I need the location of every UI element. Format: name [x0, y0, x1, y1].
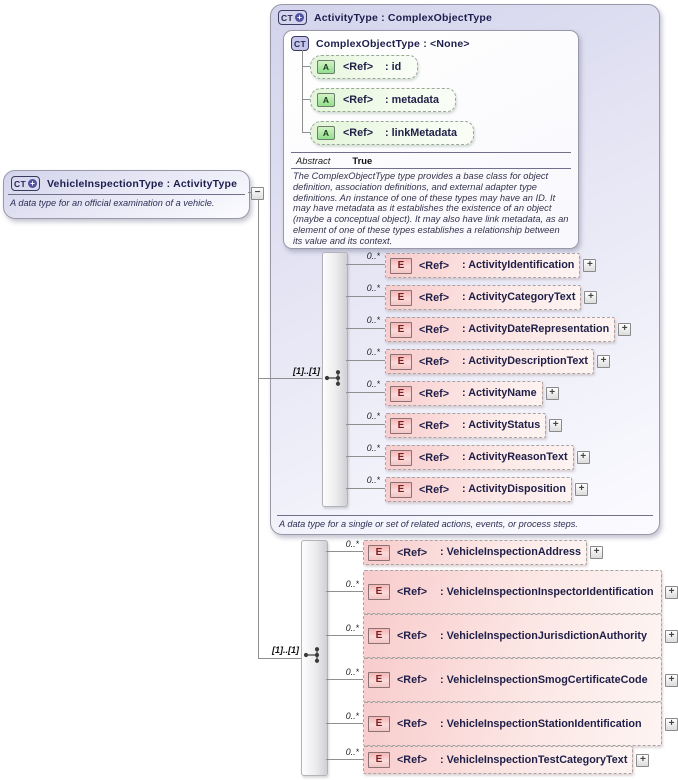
attribute-link-metadata[interactable]	[310, 121, 474, 145]
element-activity-description-text[interactable]	[385, 349, 594, 374]
element-name: : VehicleInspectionSmogCertificateCode	[440, 673, 648, 686]
element-name: : ActivityDateRepresentation	[462, 323, 610, 335]
expand-button[interactable]: +	[665, 630, 678, 643]
element-vehicle-inspection-inspector-identification[interactable]	[363, 570, 662, 614]
element-row	[363, 746, 649, 774]
ct-label: CT	[294, 38, 306, 49]
element-activity-reason-text[interactable]	[385, 445, 574, 470]
cardinality-label: 0..*	[366, 283, 380, 293]
element-ref: <Ref>	[419, 323, 450, 336]
cardinality-label: 0..*	[345, 623, 359, 633]
element-ref: <Ref>	[419, 259, 450, 272]
element-icon: E	[368, 545, 390, 561]
element-name: : VehicleInspectionJurisdictionAuthority	[440, 629, 647, 642]
element-vehicle-inspection-station-identification[interactable]	[363, 702, 662, 746]
element-vehicle-inspection-test-category-text[interactable]	[363, 746, 633, 774]
connector-line	[258, 378, 322, 379]
element-row	[363, 614, 678, 658]
expand-button[interactable]: +	[665, 674, 678, 687]
vehicle-inspection-type-annotation: A data type for an official examination of a vehicle.	[10, 198, 215, 208]
branch-line	[346, 424, 385, 425]
connector-line	[258, 192, 259, 659]
expand-button[interactable]: +	[549, 419, 562, 432]
separator-line	[291, 168, 571, 169]
complex-type-icon	[291, 36, 309, 51]
element-row	[363, 570, 678, 614]
element-ref: <Ref>	[419, 291, 450, 304]
cardinality-label: 0..*	[366, 411, 380, 421]
collapse-button[interactable]: −	[251, 187, 264, 200]
branch-line	[346, 456, 385, 457]
element-vehicle-inspection-smog-certificate-code[interactable]	[363, 658, 662, 702]
element-name: : VehicleInspectionAddress	[440, 546, 582, 558]
vehicle-inspection-type-title: VehicleInspectionType : ActivityType	[46, 177, 238, 190]
connector-line	[302, 66, 310, 67]
element-row	[363, 540, 603, 565]
branch-line	[346, 488, 385, 489]
connector-line	[302, 50, 303, 132]
element-ref: <Ref>	[419, 451, 450, 464]
branch-line	[346, 264, 385, 265]
expand-button[interactable]: +	[590, 546, 603, 559]
attribute-ref: <Ref>	[343, 94, 374, 106]
abstract-label: Abstract	[296, 155, 331, 166]
element-name: : ActivityIdentification	[462, 259, 575, 271]
element-name: : ActivityReasonText	[462, 451, 568, 463]
element-ref: <Ref>	[397, 630, 428, 642]
cardinality-label: 0..*	[366, 475, 380, 485]
connector-line	[258, 658, 301, 659]
attribute-icon: A	[317, 60, 335, 74]
element-name: : VehicleInspectionStationIdentification	[440, 717, 642, 730]
element-ref: <Ref>	[419, 419, 450, 432]
attribute-icon: A	[317, 93, 335, 107]
vehicle-inspection-type-box	[3, 170, 250, 219]
cardinality-label: 0..*	[345, 579, 359, 589]
element-icon: E	[390, 418, 412, 434]
expand-button[interactable]: +	[618, 323, 631, 336]
attribute-name: : id	[385, 61, 402, 73]
connector-line	[302, 99, 310, 100]
element-ref: <Ref>	[419, 483, 450, 496]
activity-type-header	[271, 5, 659, 28]
element-ref: <Ref>	[397, 674, 428, 686]
element-activity-identification[interactable]	[385, 253, 580, 278]
attribute-name: : linkMetadata	[385, 127, 458, 139]
ct-label: CT	[14, 178, 26, 189]
complex-object-type-description: The ComplexObjectType type provides a base class for object definition, association definitions, and external adapter type definitions. An instance of one of these types may have an ID. It may have metadata as it establishes the existence of an object (maybe a conceptual object). It may also have link metadata, as an element of one of these types establishes a relationship between its value and its context.	[293, 171, 569, 246]
branch-line	[346, 328, 385, 329]
element-row	[385, 381, 559, 406]
element-icon: E	[390, 322, 412, 338]
abstract-row	[296, 155, 372, 166]
branch-line	[346, 360, 385, 361]
element-ref: <Ref>	[419, 355, 450, 368]
branch-line	[346, 392, 385, 393]
element-name: : ActivityStatus	[462, 419, 541, 431]
branch-line	[346, 296, 385, 297]
element-icon: E	[368, 716, 390, 732]
element-icon: E	[390, 258, 412, 274]
branch-line	[326, 591, 363, 592]
element-name: : ActivityCategoryText	[462, 291, 576, 303]
element-row	[385, 285, 597, 310]
expand-button[interactable]: +	[577, 451, 590, 464]
expand-button[interactable]: +	[665, 718, 678, 731]
cardinality-label: 0..*	[345, 747, 359, 757]
element-ref: <Ref>	[397, 754, 428, 766]
element-icon: E	[390, 290, 412, 306]
expand-button[interactable]: +	[575, 483, 588, 496]
cardinality-label: 0..*	[345, 539, 359, 549]
element-ref: <Ref>	[397, 718, 428, 730]
element-icon: E	[390, 354, 412, 370]
attribute-id[interactable]	[310, 55, 418, 79]
element-activity-category-text[interactable]	[385, 285, 581, 310]
expand-button[interactable]: +	[636, 754, 649, 767]
attribute-ref: <Ref>	[343, 61, 374, 73]
element-activity-disposition[interactable]	[385, 477, 572, 502]
attribute-name: : metadata	[385, 94, 440, 106]
complex-type-plus-icon	[278, 10, 307, 25]
cardinality-label: 0..*	[366, 379, 380, 389]
expand-button[interactable]: +	[583, 259, 596, 272]
cardinality-label: 0..*	[366, 315, 380, 325]
branch-line	[326, 759, 363, 760]
cardinality-label: 0..*	[366, 347, 380, 357]
expand-button[interactable]: +	[597, 355, 610, 368]
branch-line	[326, 551, 363, 552]
element-row	[385, 349, 610, 374]
element-activity-name[interactable]	[385, 381, 543, 406]
plus-circle-icon: +	[295, 13, 304, 22]
activity-type-annotation: A data type for a single or set of related actions, events, or process steps.	[277, 515, 653, 531]
cardinality-label: 0..*	[366, 251, 380, 261]
element-row	[385, 477, 588, 502]
attribute-metadata[interactable]	[310, 88, 456, 112]
sequence-icon	[302, 646, 324, 664]
element-ref: <Ref>	[397, 546, 428, 559]
element-icon: E	[390, 482, 412, 498]
occurrence-label: [1]..[1]	[293, 366, 320, 376]
branch-line	[326, 635, 363, 636]
element-name: : ActivityDescriptionText	[462, 355, 589, 367]
element-activity-status[interactable]	[385, 413, 546, 438]
element-name: : ActivityDisposition	[462, 483, 566, 495]
expand-button[interactable]: +	[584, 291, 597, 304]
element-activity-date-representation[interactable]	[385, 317, 615, 342]
element-row	[363, 658, 678, 702]
element-ref: <Ref>	[397, 586, 428, 598]
occurrence-label: [1]..[1]	[272, 645, 299, 655]
cardinality-label: 0..*	[366, 443, 380, 453]
element-icon: E	[368, 584, 390, 600]
element-icon: E	[368, 628, 390, 644]
ct-label: CT	[281, 12, 293, 23]
element-icon: E	[390, 386, 412, 402]
element-row	[385, 445, 590, 470]
activity-type-title: ActivityType : ComplexObjectType	[313, 11, 493, 24]
element-row	[385, 317, 631, 342]
separator-line	[291, 152, 571, 153]
element-name: : ActivityName	[462, 387, 537, 399]
element-vehicle-inspection-jurisdiction-authority[interactable]	[363, 614, 662, 658]
expand-button[interactable]: +	[546, 387, 559, 400]
element-name: : VehicleInspectionInspectorIdentification	[440, 585, 654, 598]
cardinality-label: 0..*	[345, 667, 359, 677]
cardinality-label: 0..*	[345, 711, 359, 721]
plus-circle-icon: +	[28, 179, 37, 188]
attribute-ref: <Ref>	[343, 127, 374, 139]
element-row	[363, 702, 678, 746]
connector-line	[302, 132, 310, 133]
vehicle-inspection-type-header	[4, 171, 249, 193]
branch-line	[326, 723, 363, 724]
element-row	[385, 413, 562, 438]
element-vehicle-inspection-address[interactable]	[363, 540, 587, 565]
element-name: : VehicleInspectionTestCategoryText	[440, 753, 628, 766]
complex-object-type-header	[284, 31, 578, 54]
complex-type-plus-icon	[11, 176, 40, 191]
abstract-value: True	[352, 155, 373, 166]
element-icon: E	[390, 450, 412, 466]
complex-object-type-title: ComplexObjectType : <None>	[315, 37, 470, 50]
element-ref: <Ref>	[419, 387, 450, 400]
element-icon: E	[368, 752, 390, 768]
attribute-icon: A	[317, 126, 335, 140]
expand-button[interactable]: +	[665, 586, 678, 599]
element-row	[385, 253, 596, 278]
element-icon: E	[368, 672, 390, 688]
branch-line	[326, 679, 363, 680]
